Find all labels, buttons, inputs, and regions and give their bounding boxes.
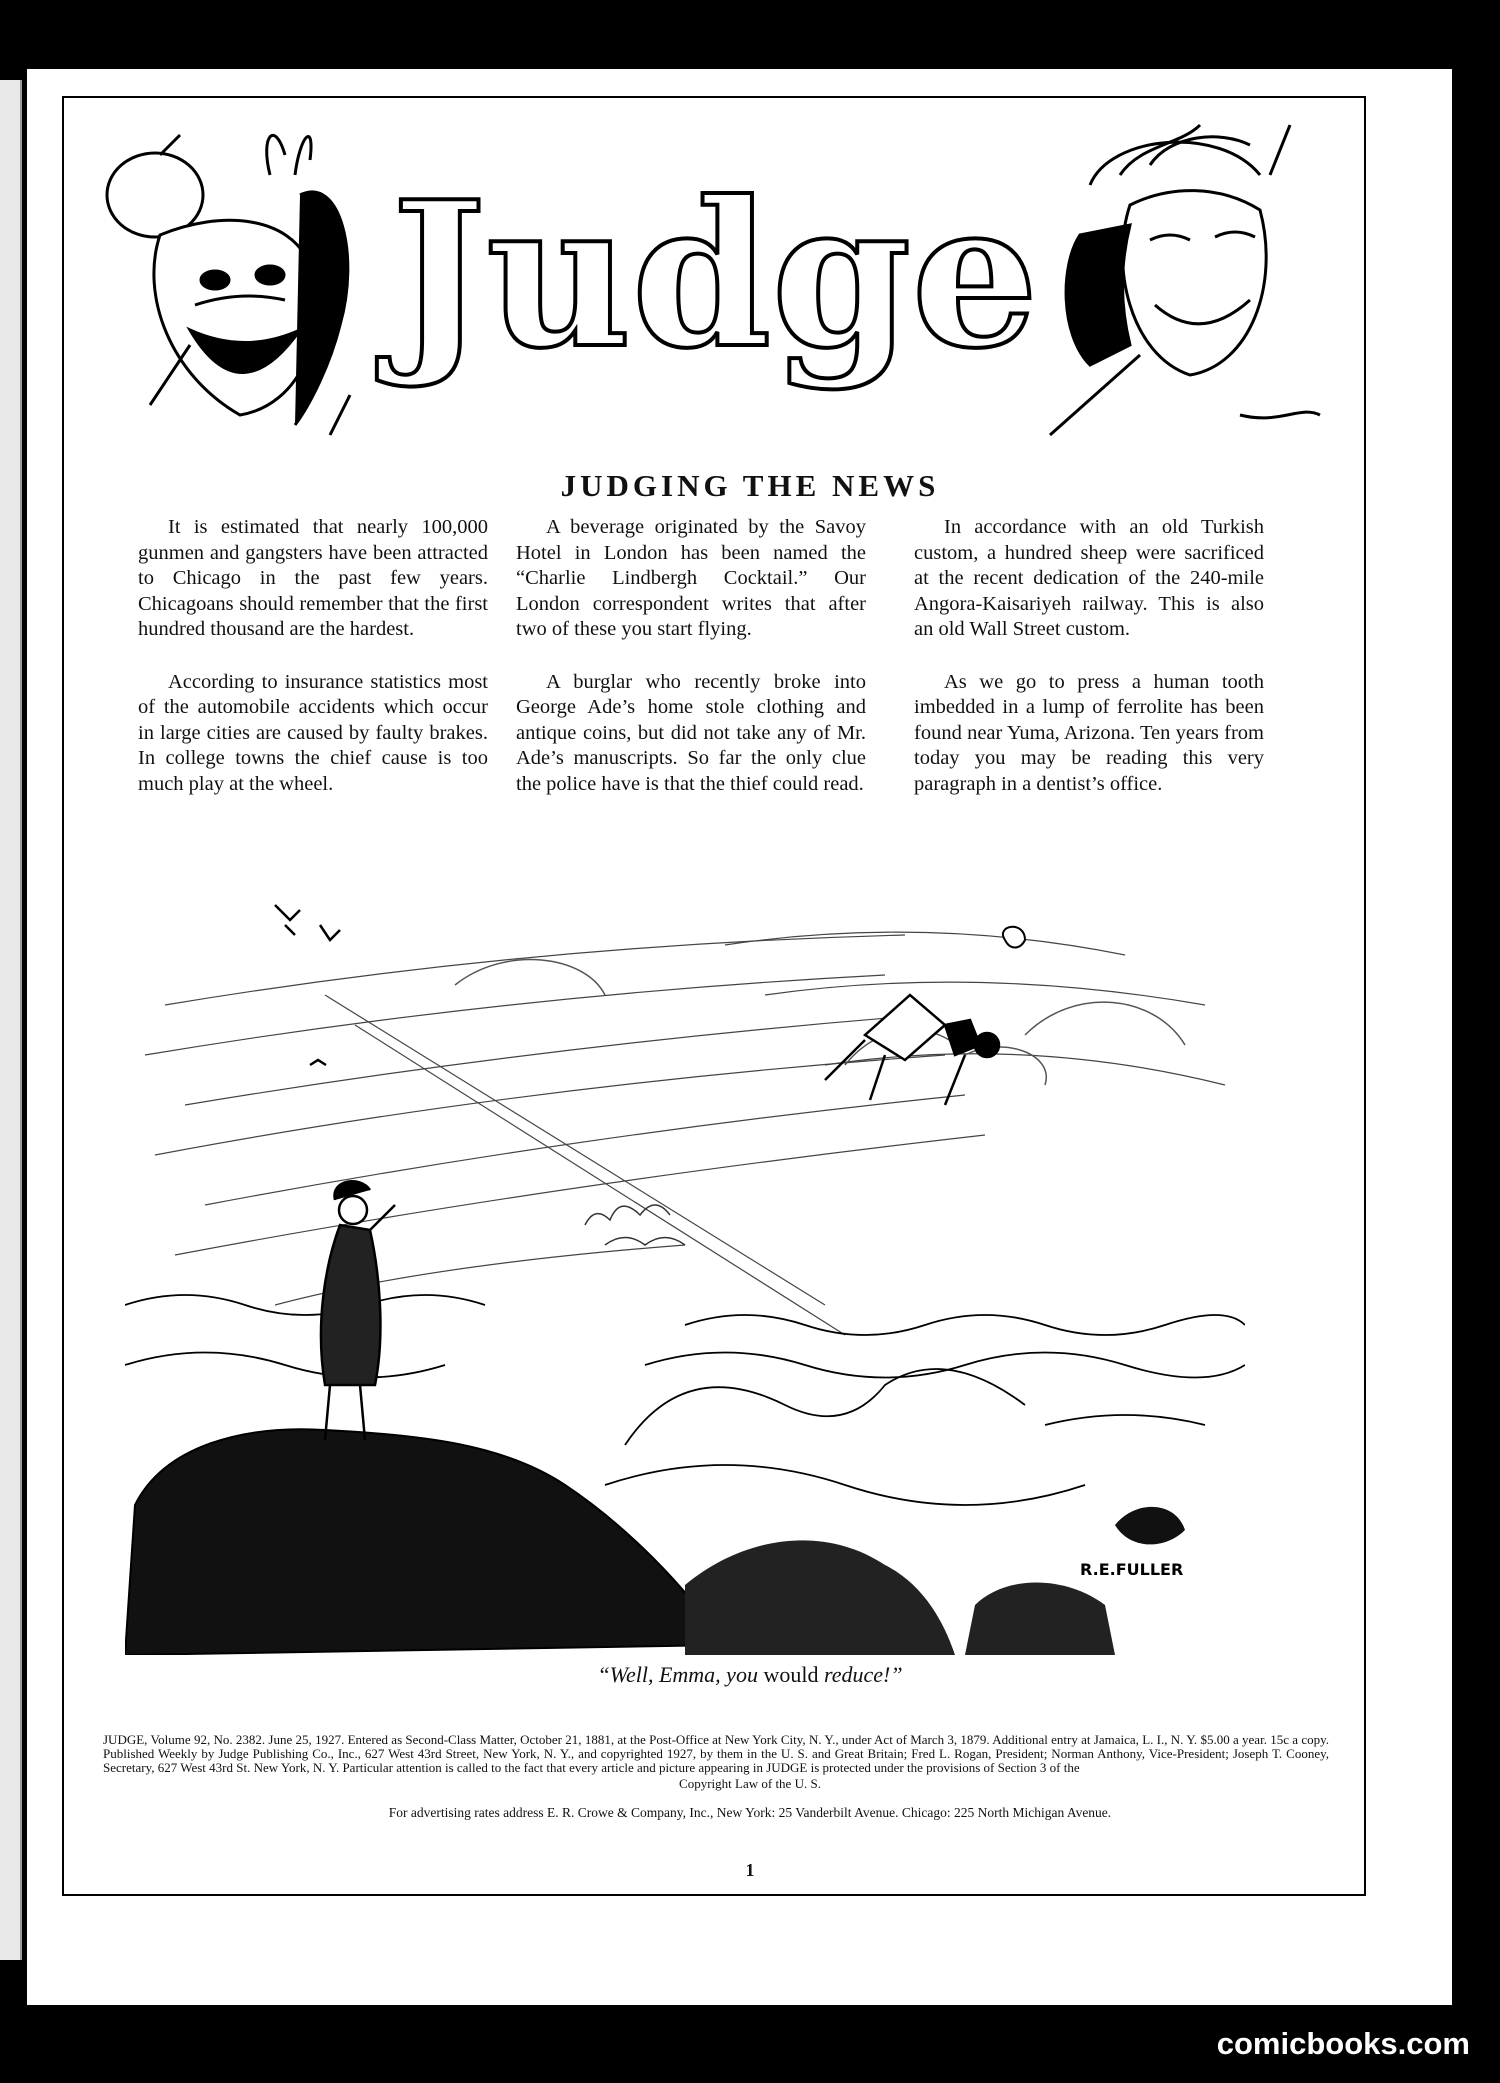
advertising-notice: For advertising rates address E. R. Crowe & Company, Inc., New York: 25 Vanderbilt Avenue. Chicago: 225 North Michigan Avenue. bbox=[388, 1805, 1112, 1820]
flying-hat-icon bbox=[1003, 927, 1025, 948]
masthead-title: Judge bbox=[391, 158, 1039, 393]
news-item: In accordance with an old Turkish custom, a hundred sheep were sacrificed at the recent dedication of the 240-mile Angora-Kaisariyeh railway. This is also an old Wall Street custom. bbox=[914, 516, 1264, 640]
section-title: JUDGING THE NEWS bbox=[560, 468, 940, 503]
flying-woman-figure bbox=[825, 995, 999, 1105]
rock bbox=[965, 1583, 1115, 1656]
cartoon-caption bbox=[0, 1662, 1500, 1688]
news-item: As we go to press a human tooth imbedded in a lump of ferrolite has been found near Yuma, Arizona. Ten years from today you may be reading this very paragraph in a dentist’s office. bbox=[914, 670, 1264, 795]
column-1 bbox=[138, 515, 488, 824]
rock bbox=[685, 1540, 955, 1655]
caption-text: reduce!” bbox=[818, 1662, 903, 1687]
publication-notice: JUDGE, Volume 92, No. 2382. June 25, 1927. Entered as Second-Class Matter, October 21, 1881, at the Post-Office at New York City, N. Y., under Act of March 3, 1879. Additional entry at Jamaica, L. I., N. Y. $5.00 a year. 15c a copy. Published Weekly by Judge Publishing Co., Inc., 627 West 43rd Street, New York, N. Y., and copyrighted 1927, by them in the U. S. and Great Britain; Fred L. Rogan, President; Norman Anthony, Vice-President; Joseph T. Cooney, Secretary, 627 West 43rd St. New York, N. Y. Particular attention is called to the fact that every article and picture appearing in JUDGE is protected under the provisions of Section 3 of the bbox=[103, 1732, 1329, 1775]
caption-emphasis: would bbox=[763, 1662, 819, 1687]
cartoon-illustration bbox=[125, 885, 1245, 1655]
column-2 bbox=[516, 515, 866, 824]
news-item: It is estimated that nearly 100,000 gunmen and gangsters have been attracted to Chicago in the past few years. Chicagoans should remember that the first hundred thousand are the hardest. bbox=[138, 516, 488, 640]
caption-text: “Well, Emma, you bbox=[597, 1662, 764, 1687]
news-columns bbox=[138, 515, 1268, 865]
watermark: comicbooks.com bbox=[1216, 2026, 1470, 2061]
news-item: A burglar who recently broke into George Ade’s home stole clothing and antique coins, but did not take any of Mr. Ade’s manuscripts. So far the only clue the police have is that the thief could read. bbox=[516, 670, 866, 795]
masthead-illustration bbox=[100, 115, 1330, 455]
comedy-mask-icon bbox=[107, 135, 350, 435]
news-item: According to insurance statistics most of the automobile accidents which occur in large cities are caused by faulty brakes. In college towns the chief cause is too much play at the wheel. bbox=[138, 670, 488, 795]
sea-spray bbox=[585, 1205, 685, 1245]
masthead bbox=[100, 115, 1330, 455]
wind-lines bbox=[145, 932, 1225, 1335]
news-item: A beverage originated by the Savoy Hotel in London has been named the “Charlie Lindbergh Cocktail.” Our London correspondent writes that after two of these you start flying. bbox=[516, 516, 866, 640]
man-on-rock-figure bbox=[321, 1181, 395, 1440]
page-number: 1 bbox=[745, 1860, 755, 1880]
copyright-notice: Copyright Law of the U. S. bbox=[679, 1776, 821, 1791]
foreground-rock bbox=[125, 1429, 725, 1655]
rock bbox=[1115, 1507, 1185, 1545]
bird-icon bbox=[275, 905, 340, 1065]
seascape-drawing bbox=[125, 885, 1245, 1655]
jester-mask-icon bbox=[1050, 125, 1320, 435]
column-3 bbox=[914, 515, 1264, 824]
artist-signature: R.E.FULLER bbox=[1080, 1560, 1184, 1579]
